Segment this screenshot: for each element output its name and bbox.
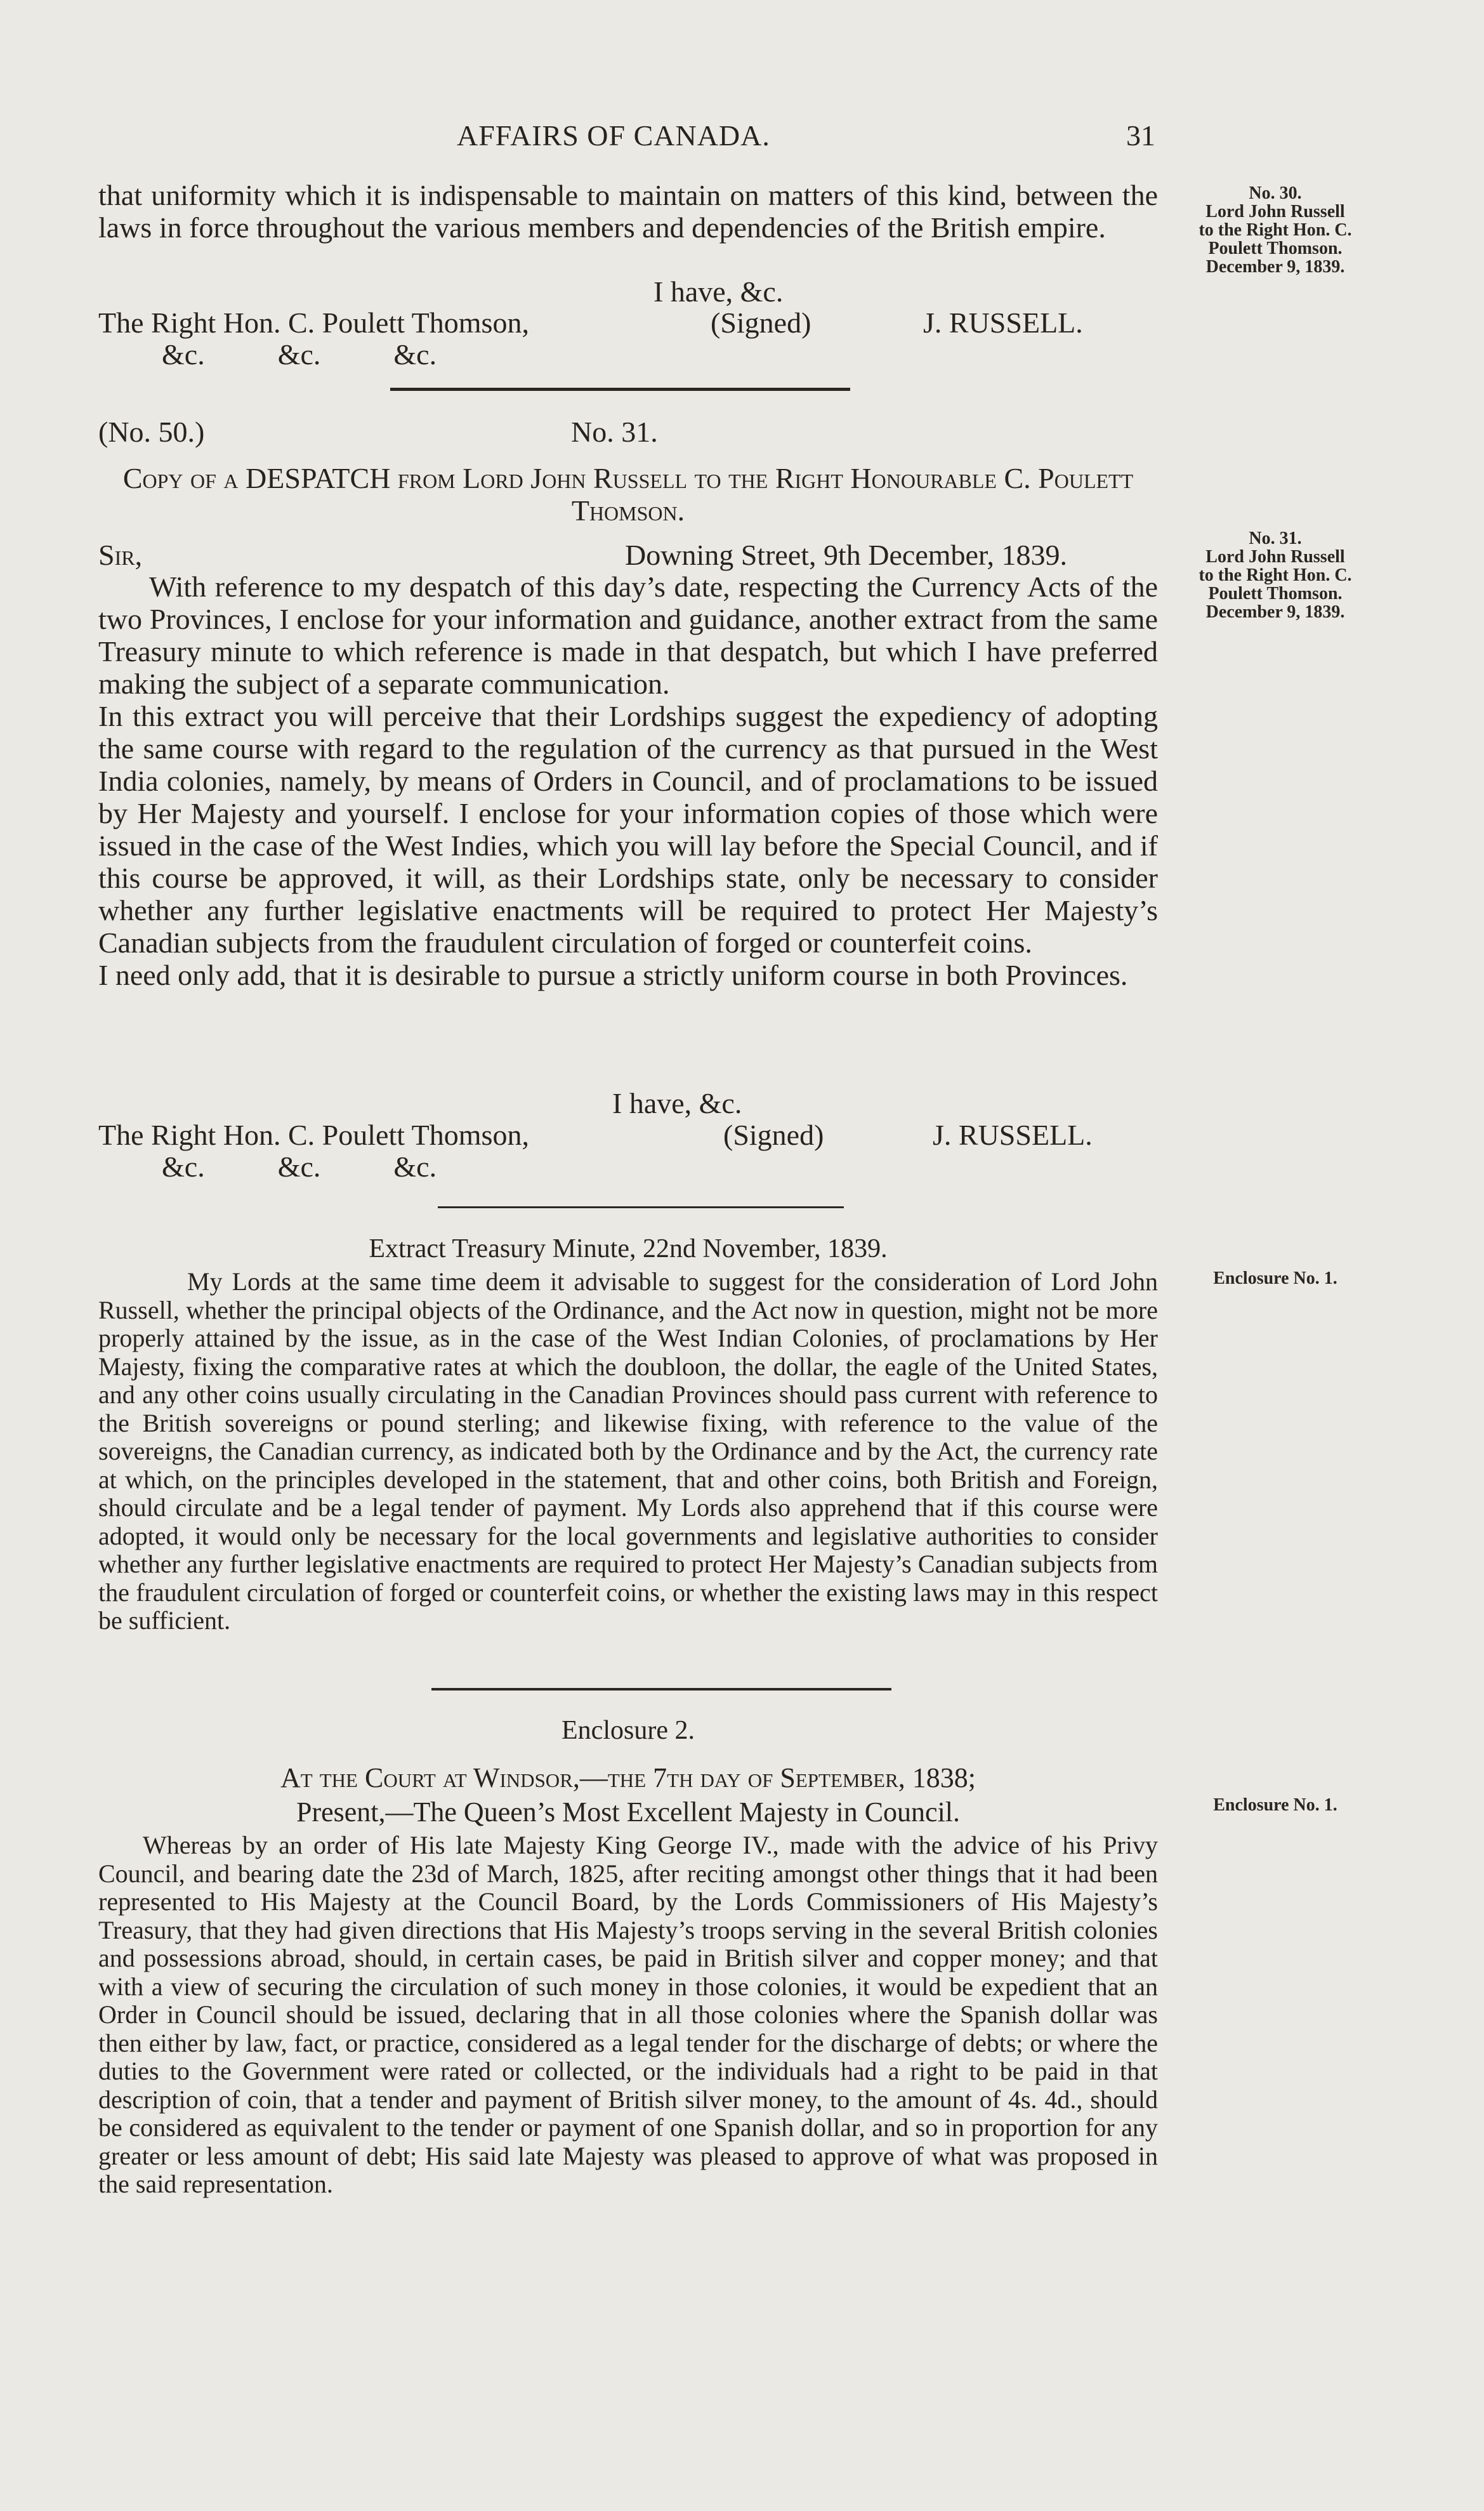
margin-note-no31: No. 31. Lord John Russell to the Right Hon. C. Poulett Thomson. December 9, 1839.: [1198, 529, 1352, 622]
despatch-paragraph-2: In this extract you will perceive that their Lordships suggest the expediency of adopting the same course with regard to the regulation of the currency as that pursued in the West India colonies, namely, by means of Orders in Council, and of proclamations to be issued by Her Majesty and yourself. I enclose for your information copies of those which were issued in the case of the West Indies, which you will lay before the Special Council, and if this course be approved, it will, as their Lordships state, only be necessary to consider whether any further legislative enactments will be required to protect Her Majesty’s Canadian subjects from the fraudulent circulation of forged or counterfeit coins.: [98, 700, 1158, 959]
court-line: At the Court at Windsor,—the 7th day of September, 1838;: [280, 1762, 976, 1793]
closing-line: I have, &c.: [653, 275, 784, 308]
signature: J. RUSSELL.: [923, 306, 1083, 339]
extract-body: My Lords at the same time deem it advisable to suggest for the consideration of Lord John Russell, whether the principal objects of the Ordinance, and the Act now in question, might not be more properly attained by the issue, as in the case of the West Indian Colonies, of proclamations by Her Majesty, fixing the comparative rates at which the doubloon, the dollar, the eagle of the United States, and any other coins usually circulating in the Canadian Provinces should pass current with reference to the British sovereigns or pound sterling; and likewise fixing, with reference to the value of the sovereigns, the Canadian currency, as indicated both by the Ordinance and by the Act, the currency rate at which, on the principles developed in the statement, that and other coins, both British and Foreign, should circulate and be a legal tender of payment. My Lords also apprehend that if this course were adopted, it would only be necessary for the local governments and legislative authorities to consider whether any further legislative enactments are required to protect Her Majesty’s Canadian subjects from the fraudulent circulation of forged or counterfeit coins, or whether the existing laws may in this respect be sufficient.: [98, 1267, 1158, 1635]
margin-note-enclosure-1b: Enclosure No. 1.: [1213, 1795, 1337, 1815]
salutation: Sir,: [98, 539, 143, 571]
extract-title: Extract Treasury Minute, 22nd November, 1839.: [369, 1234, 888, 1263]
despatch-signed-label: (Signed): [723, 1119, 824, 1151]
despatch-signature: J. RUSSELL.: [933, 1119, 1093, 1151]
despatch-paragraph-3: I need only add, that it is desirable to pursue a strictly uniform course in both Provinces.: [98, 959, 1128, 991]
enclosure-title: Enclosure 2.: [561, 1716, 695, 1745]
etc-line: &c. &c. &c.: [162, 338, 437, 371]
section-divider: [431, 1688, 891, 1690]
place-date: Downing Street, 9th December, 1839.: [625, 539, 1067, 571]
despatch-heading: Copy of a DESPATCH from Lord John Russell to the Right Honourable C. Poulett Thomson.: [122, 462, 1134, 527]
despatch-reference: (No. 50.): [98, 416, 205, 448]
page-number: 31: [1126, 119, 1155, 152]
present-line: Present,—The Queen’s Most Excellent Majesty in Council.: [296, 1796, 961, 1828]
section-divider: [438, 1206, 844, 1208]
running-title: AFFAIRS OF CANADA.: [457, 119, 770, 152]
addressee: The Right Hon. C. Poulett Thomson,: [98, 306, 529, 339]
despatch-etc-line: &c. &c. &c.: [162, 1150, 437, 1183]
despatch-body: [98, 570, 1158, 991]
letter-continuation: that uniformity which it is indispensable to maintain on matters of this kind, between the laws in force throughout the various members and dependencies of the British empire.: [98, 179, 1158, 244]
despatch-paragraph-1: With reference to my despatch of this day’s date, respecting the Currency Acts of the two Provinces, I enclose for your information and guidance, another extract from the same Treasury minute to which reference is made in that despatch, but which I have preferred making the subject of a separate communication.: [98, 570, 1158, 700]
margin-note-enclosure-1: Enclosure No. 1.: [1213, 1269, 1337, 1288]
enclosure-body: Whereas by an order of His late Majesty King George IV., made with the advice of his Privy Council, and bearing date the 23d of March, 1825, after reciting amongst other things that it had been represented to His Majesty at the Council Board, by the Lords Commissioners of His Majesty’s Treasury, that they had given directions that His Majesty’s troops serving in the several British colonies and possessions abroad, should, in certain cases, be paid in British silver and copper money; and that with a view of securing the circulation of such money in those colonies, it would be expedient that an Order in Council should be issued, declaring that in all those colonies where the Spanish dollar was then either by law, fact, or practice, considered as a legal tender for the discharge of debts; or where the duties to the Government were rated or collected, or the individuals had a right to be paid in that description of coin, that a tender and payment of British silver money, to the amount of 4s. 4d., should be considered as equivalent to the tender or payment of one Spanish dollar, and so in proportion for any greater or less amount of debt; His said late Majesty was pleased to approve of what was proposed in the said representation.: [98, 1831, 1158, 2198]
signed-label: (Signed): [711, 306, 811, 339]
despatch-addressee: The Right Hon. C. Poulett Thomson,: [98, 1119, 529, 1151]
section-divider: [390, 388, 850, 391]
despatch-number: No. 31.: [571, 416, 658, 448]
despatch-closing: I have, &c.: [612, 1087, 742, 1119]
margin-note-no30: No. 30. Lord John Russell to the Right Hon. C. Poulett Thomson. December 9, 1839.: [1198, 183, 1352, 277]
